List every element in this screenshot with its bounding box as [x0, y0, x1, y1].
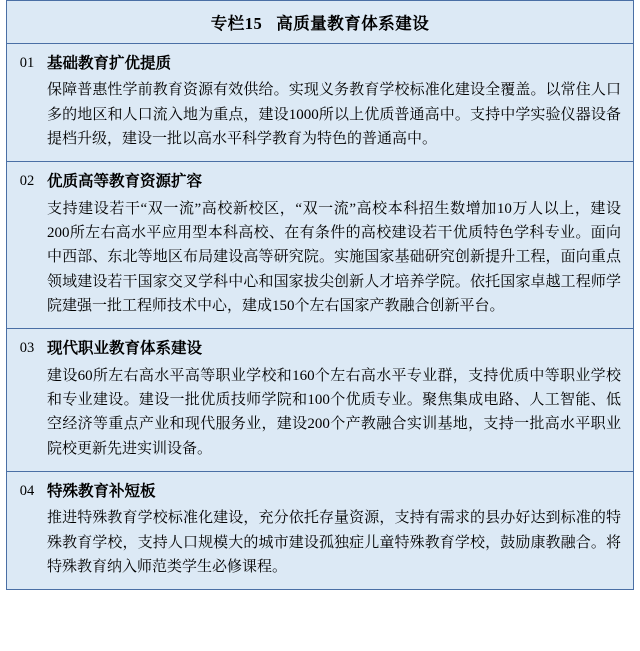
table-row	[7, 472, 633, 589]
item-number: 04	[19, 482, 35, 499]
item-heading: 优质高等教育资源扩容	[47, 173, 203, 191]
item-body: 支持建设若干“双一流”高校新校区，“双一流”高校本科招生数增加10万人以上，建设200所左右高水平应用型本科高校、在有条件的高校建设若干优质特色学科专业。面向中西部、东北等地区布局建设高等研究院。实施国家基础研究创新提升工程，面向重点领域建设若干国家交叉学科中心和国家拔尖创新人才培养学院。依托国家卓越工程师学院建强一批工程师技术中心，建成150个左右国家产教融合创新平台。	[47, 200, 621, 315]
table-row	[7, 44, 633, 162]
item-body: 保障普惠性学前教育资源有效供给。实现义务教育学校标准化建设全覆盖。以常住人口多的地区和人口流入地为重点，建设1000所以上优质普通高中。支持中学实验仪器设备提档升级，建设一批以高水平科学教育为特色的普通高中。	[47, 82, 621, 148]
item-content	[47, 472, 633, 589]
item-number: 01	[19, 55, 35, 71]
item-heading: 现代职业教育体系建设	[47, 340, 203, 358]
box-title-text: 高质量教育体系建设	[276, 14, 430, 33]
box-title	[7, 1, 633, 44]
table-row	[7, 329, 633, 472]
item-number: 02	[19, 173, 35, 190]
item-body: 建设60所左右高水平高等职业学校和160个左右高水平专业群，支持优质中等职业学校和专业建设。建设一批优质技师学院和100个优质专业。聚焦集成电路、人工智能、低空经济等重点产业和现代服务业，建设200个产教融合实训基地，支持一批高水平职业院校更新先进实训设备。	[47, 367, 621, 457]
item-heading: 特殊教育补短板	[47, 482, 156, 500]
box-title-label: 专栏15	[210, 14, 263, 33]
item-content	[47, 329, 633, 471]
item-number: 03	[19, 340, 35, 357]
item-heading: 基础教育扩优提质	[47, 55, 172, 72]
item-content	[47, 44, 633, 161]
table-row	[7, 162, 633, 329]
feature-box	[6, 0, 634, 590]
item-content	[47, 162, 633, 328]
item-body: 推进特殊教育学校标准化建设，充分依托存量资源，支持有需求的县办好达到标准的特殊教育学校，支持人口规模大的城市建设孤独症儿童特殊教育学校，鼓励康教融合。将特殊教育纳入师范类学生必修课程。	[47, 510, 621, 576]
